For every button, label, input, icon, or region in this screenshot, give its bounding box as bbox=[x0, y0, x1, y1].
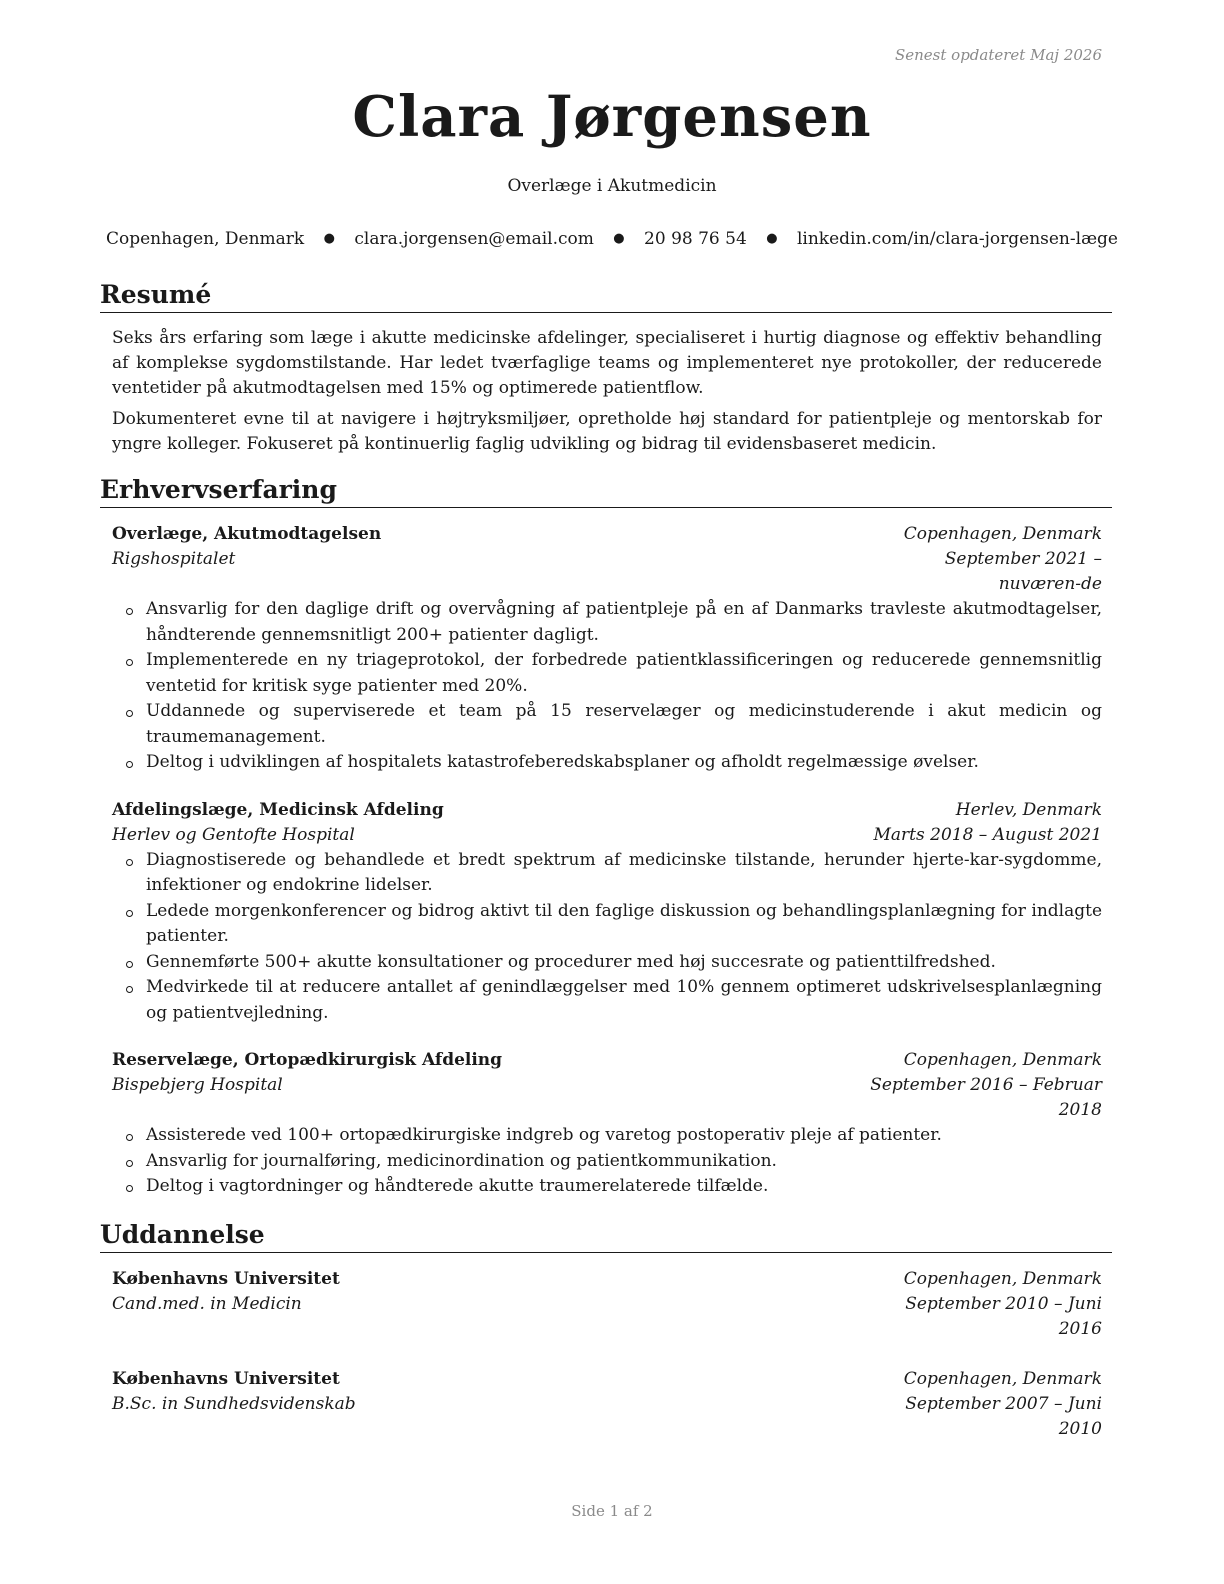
list-item: Deltog i udviklingen af hospitalets katastrofeberedskabsplaner og afholdt regelmæssige øvelser. bbox=[146, 750, 1102, 776]
job-location: Copenhagen, Denmark bbox=[903, 1050, 1102, 1070]
education-section bbox=[100, 1220, 1112, 1442]
job-role: Reservelæge, Ortopædkirurgisk Afdeling bbox=[112, 1050, 503, 1070]
contact-location: Copenhagen, Denmark bbox=[105, 229, 305, 249]
list-item: Implementerede en ny triageprotokol, der forbedrede patientklassificeringen og reducerede gennemsnitlig ventetid for kritisk syge patienter med 20%. bbox=[146, 648, 1102, 699]
summary-paragraph: Seks års erfaring som læge i akutte medicinske afdelinger, specialiseret i hurtig diagnose og effektiv behandling af komplekse sygdomstilstande. Har ledet tværfaglige teams og implementeret nye protokoller, der reducerede ventetider på akutmodtagelsen med 15% og optimerede patientflow. bbox=[112, 328, 1102, 398]
job-bullets bbox=[112, 1123, 1102, 1200]
contact-phone: 20 98 76 54 bbox=[644, 229, 747, 249]
job-employer: Rigshospitalet bbox=[112, 549, 236, 569]
job-dates: September 2016 – Februar 2018 bbox=[870, 1075, 1102, 1120]
list-item: Ansvarlig for journalføring, medicinordination og patientkommunikation. bbox=[146, 1149, 1102, 1175]
page-number: Side 1 af 2 bbox=[571, 1502, 653, 1520]
job-location: Copenhagen, Denmark bbox=[903, 524, 1102, 544]
summary-paragraph: Dokumenteret evne til at navigere i højtryksmiljøer, opretholde høj standard for patientpleje og mentorskab for yngre kolleger. Fokuseret på kontinuerlig faglig udvikling og bidrag til evidensbaseret medicin. bbox=[112, 409, 1102, 454]
job-employer: Bispebjerg Hospital bbox=[112, 1075, 283, 1095]
list-item: Ansvarlig for den daglige drift og overvågning af patientpleje på en af Danmarks travleste akutmodtagelser, håndterende gennemsnitligt 200+ patienter dagligt. bbox=[146, 597, 1102, 648]
job-entry bbox=[112, 522, 1102, 776]
job-entry bbox=[112, 1048, 1102, 1200]
contact-linkedin[interactable]: linkedin.com/in/clara-jorgensen-læge bbox=[796, 229, 1118, 249]
contact-email[interactable]: clara.jorgensen@email.com bbox=[354, 229, 594, 249]
job-bullets bbox=[112, 848, 1102, 1027]
degree-name: Cand.med. in Medicin bbox=[112, 1294, 302, 1314]
school-name: Københavns Universitet bbox=[112, 1269, 340, 1289]
list-item: Ledede morgenkonferencer og bidrog aktivt til den faglige diskussion og behandlingsplanlægning for indlagte patienter. bbox=[146, 899, 1102, 950]
section-title: Erhvervserfaring bbox=[100, 475, 1112, 508]
job-bullets bbox=[112, 597, 1102, 776]
bullet-separator-icon: ● bbox=[613, 231, 625, 246]
job-employer: Herlev og Gentofte Hospital bbox=[112, 824, 355, 845]
job-entry bbox=[112, 798, 1102, 1027]
experience-section bbox=[100, 475, 1112, 1200]
education-entry bbox=[112, 1367, 1102, 1442]
list-item: Gennemførte 500+ akutte konsultationer og procedurer med høj succesrate og patienttilfredshed. bbox=[146, 950, 1102, 976]
section-title: Uddannelse bbox=[100, 1220, 1112, 1253]
degree-name: B.Sc. in Sundhedsvidenskab bbox=[112, 1394, 356, 1414]
school-location: Copenhagen, Denmark bbox=[903, 1269, 1102, 1289]
education-dates: September 2010 – Juni 2016 bbox=[905, 1294, 1102, 1339]
job-dates: Marts 2018 – August 2021 bbox=[873, 824, 1102, 845]
bullet-separator-icon: ● bbox=[323, 231, 335, 246]
headline: Overlæge i Akutmedicin bbox=[507, 176, 717, 196]
job-dates: September 2021 – nuværen-de bbox=[944, 549, 1102, 594]
last-updated-note: Senest opdateret Maj 2026 bbox=[894, 46, 1102, 64]
job-role: Afdelingslæge, Medicinsk Afdeling bbox=[112, 799, 444, 820]
job-role: Overlæge, Akutmodtagelsen bbox=[112, 524, 382, 544]
education-entry bbox=[112, 1267, 1102, 1342]
list-item: Diagnostiserede og behandlede et bredt spektrum af medicinske tilstande, herunder hjerte-kar-sygdomme, infektioner og endokrine lidelser. bbox=[146, 848, 1102, 899]
job-location: Herlev, Denmark bbox=[955, 799, 1102, 820]
education-dates: September 2007 – Juni 2010 bbox=[905, 1394, 1102, 1439]
list-item: Deltog i vagtordninger og håndterede akutte traumerelaterede tilfælde. bbox=[146, 1174, 1102, 1200]
section-title: Resumé bbox=[100, 280, 1112, 313]
list-item: Assisterede ved 100+ ortopædkirurgiske indgreb og varetog postoperativ pleje af patienter. bbox=[146, 1123, 1102, 1149]
summary-section bbox=[100, 280, 1112, 457]
list-item: Medvirkede til at reducere antallet af genindlæggelser med 10% gennem optimeret udskrivelsesplanlægning og patientvejledning. bbox=[146, 975, 1102, 1026]
candidate-name: Clara Jørgensen bbox=[352, 84, 872, 150]
contact-line bbox=[0, 229, 1224, 249]
list-item: Uddannede og superviserede et team på 15 reservelæger og medicinstuderende i akut medicin og traumemanagement. bbox=[146, 699, 1102, 750]
bullet-separator-icon: ● bbox=[766, 231, 778, 246]
school-location: Copenhagen, Denmark bbox=[903, 1369, 1102, 1389]
school-name: Københavns Universitet bbox=[112, 1369, 340, 1389]
